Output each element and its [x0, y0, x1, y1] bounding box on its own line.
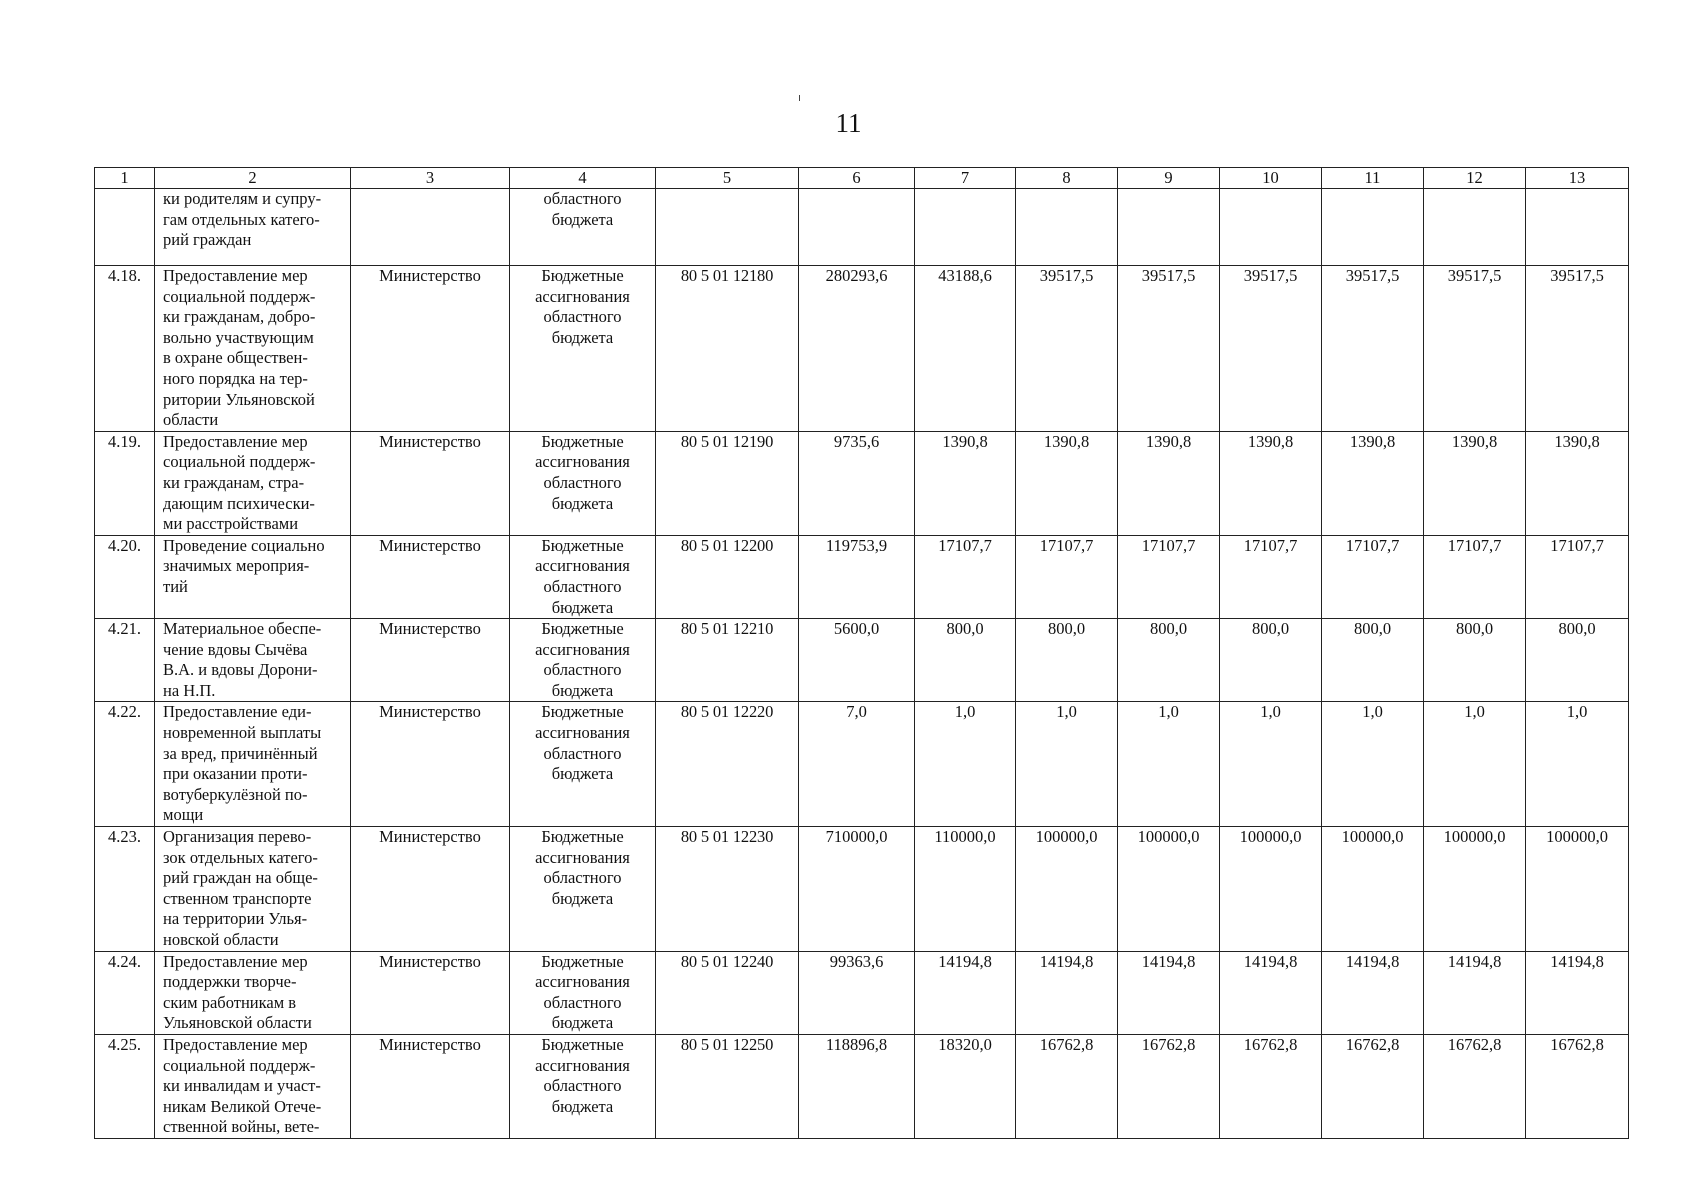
amount-cell: 118896,8	[799, 1034, 915, 1138]
executor: Министерство	[351, 827, 510, 952]
amount-cell: 1,0	[915, 702, 1016, 827]
amount-cell: 16762,8	[1118, 1034, 1220, 1138]
amount-cell	[1322, 189, 1424, 266]
amount-cell: 800,0	[1424, 619, 1526, 702]
amount-cell: 800,0	[1322, 619, 1424, 702]
row-number: 4.22.	[95, 702, 155, 827]
funding-source-line: Бюджетные	[541, 266, 624, 285]
table-row	[95, 535, 1629, 618]
measure-description	[155, 951, 351, 1034]
amount-cell: 100000,0	[1016, 827, 1118, 952]
amount-cell: 39517,5	[1118, 266, 1220, 432]
funding-source-line: областного	[543, 992, 622, 1012]
amount-cell: 17107,7	[915, 535, 1016, 618]
amount-cell: 1,0	[1526, 702, 1629, 827]
measure-description-line: дающим психически-	[163, 493, 315, 513]
funding-source-line: областного	[543, 743, 622, 763]
measure-description-line: мощи	[163, 805, 204, 825]
column-header: 10	[1220, 168, 1322, 189]
measure-description-line: ки гражданам, стра-	[163, 472, 305, 492]
amount-cell: 17107,7	[1016, 535, 1118, 618]
measure-description-line: ки гражданам, добро-	[163, 307, 316, 327]
funding-source	[510, 951, 656, 1034]
funding-source-line: областного	[543, 660, 622, 680]
funding-source	[510, 1034, 656, 1138]
funding-source	[510, 535, 656, 618]
executor: Министерство	[351, 951, 510, 1034]
table-row	[95, 266, 1629, 432]
funding-source-line: ассигнования	[535, 556, 630, 576]
table-row	[95, 951, 1629, 1034]
amount-cell: 119753,9	[799, 535, 915, 618]
amount-cell: 800,0	[1220, 619, 1322, 702]
measure-description-line: В.А. и вдовы Дорони-	[163, 660, 318, 680]
amount-cell: 1,0	[1424, 702, 1526, 827]
amount-cell: 1390,8	[1322, 431, 1424, 535]
measure-description-line: в охране обществен-	[163, 348, 308, 368]
amount-cell: 710000,0	[799, 827, 915, 952]
budget-code: 80 5 01 12190	[656, 431, 799, 535]
budget-code: 80 5 01 12240	[656, 951, 799, 1034]
amount-cell: 16762,8	[1526, 1034, 1629, 1138]
measure-description-line: рий граждан	[163, 230, 252, 250]
table-row	[95, 1034, 1629, 1138]
funding-source-line: ассигнования	[535, 1055, 630, 1075]
amount-cell: 800,0	[1118, 619, 1220, 702]
amount-cell: 39517,5	[1322, 266, 1424, 432]
amount-cell: 17107,7	[1118, 535, 1220, 618]
amount-cell: 14194,8	[1424, 951, 1526, 1034]
amount-cell: 1390,8	[1526, 431, 1629, 535]
funding-source-line: бюджета	[551, 1013, 614, 1033]
amount-cell: 17107,7	[1322, 535, 1424, 618]
measure-description-line: социальной поддерж-	[163, 1055, 316, 1075]
measure-description	[155, 702, 351, 827]
column-header: 11	[1322, 168, 1424, 189]
budget-code: 80 5 01 12220	[656, 702, 799, 827]
amount-cell: 9735,6	[799, 431, 915, 535]
measure-description-line: Предоставление еди-	[163, 702, 312, 722]
funding-source-line: бюджета	[551, 209, 614, 229]
measure-description	[155, 189, 351, 266]
table-row	[95, 431, 1629, 535]
header-row	[95, 168, 1629, 189]
table-row	[95, 827, 1629, 952]
row-number: 4.21.	[95, 619, 155, 702]
column-header: 9	[1118, 168, 1220, 189]
column-header: 12	[1424, 168, 1526, 189]
amount-cell: 14194,8	[1526, 951, 1629, 1034]
amount-cell: 1,0	[1322, 702, 1424, 827]
amount-cell: 16762,8	[1322, 1034, 1424, 1138]
amount-cell: 1,0	[1016, 702, 1118, 827]
executor: Министерство	[351, 266, 510, 432]
measure-description-line: ритории Ульяновской	[163, 389, 315, 409]
measure-description	[155, 535, 351, 618]
row-number	[95, 189, 155, 266]
measure-description-line: Ульяновской области	[163, 1013, 312, 1033]
funding-source-line: бюджета	[551, 597, 614, 617]
budget-code: 80 5 01 12210	[656, 619, 799, 702]
funding-source	[510, 189, 656, 266]
amount-cell: 1390,8	[1220, 431, 1322, 535]
amount-cell: 16762,8	[1016, 1034, 1118, 1138]
amount-cell	[1424, 189, 1526, 266]
funding-source-line: областного	[543, 576, 622, 596]
amount-cell: 800,0	[1526, 619, 1629, 702]
funding-source-line: Бюджетные	[541, 951, 624, 971]
row-number: 4.23.	[95, 827, 155, 952]
funding-source-line: областного	[543, 472, 622, 492]
table-body	[95, 189, 1629, 1139]
budget-code	[656, 189, 799, 266]
budget-code: 80 5 01 12250	[656, 1034, 799, 1138]
row-number: 4.20.	[95, 535, 155, 618]
measure-description	[155, 431, 351, 535]
measure-description-line: Предоставление мер	[163, 431, 308, 451]
amount-cell: 14194,8	[1118, 951, 1220, 1034]
measure-description-line: рий граждан на обще-	[163, 868, 318, 888]
executor: Министерство	[351, 535, 510, 618]
measure-description-line: ми расстройствами	[163, 514, 299, 534]
amount-cell	[1526, 189, 1629, 266]
column-header: 2	[155, 168, 351, 189]
funding-source	[510, 266, 656, 432]
funding-source-line: Бюджетные	[541, 535, 624, 555]
amount-cell: 1390,8	[1016, 431, 1118, 535]
row-number: 4.25.	[95, 1034, 155, 1138]
measure-description-line: Предоставление мер	[163, 1034, 308, 1054]
executor: Министерство	[351, 1034, 510, 1138]
funding-source-line: ассигнования	[535, 639, 630, 659]
measure-description-line: новременной выплаты	[163, 723, 322, 743]
amount-cell: 1390,8	[1118, 431, 1220, 535]
amount-cell: 17107,7	[1526, 535, 1629, 618]
funding-source-line: ассигнования	[535, 847, 630, 867]
measure-description	[155, 619, 351, 702]
amount-cell: 800,0	[1016, 619, 1118, 702]
measure-description-line: ственном транспорте	[163, 888, 312, 908]
funding-source-line: ассигнования	[535, 972, 630, 992]
funding-source-line: Бюджетные	[541, 1034, 624, 1054]
amount-cell: 100000,0	[1220, 827, 1322, 952]
row-number: 4.18.	[95, 266, 155, 432]
measure-description-line: поддержки творче-	[163, 972, 297, 992]
amount-cell: 39517,5	[1526, 266, 1629, 432]
measure-description-line: на Н.П.	[163, 680, 216, 700]
measure-description-line: значимых мероприя-	[163, 556, 310, 576]
column-header: 8	[1016, 168, 1118, 189]
amount-cell	[799, 189, 915, 266]
measure-description-line: ки родителям и супру-	[163, 189, 322, 208]
funding-source-line: Бюджетные	[541, 702, 624, 722]
amount-cell: 100000,0	[1118, 827, 1220, 952]
column-header: 6	[799, 168, 915, 189]
measure-description-line: вотуберкулёзной по-	[163, 784, 308, 804]
amount-cell: 100000,0	[1526, 827, 1629, 952]
measure-description-line: зок отдельных катего-	[163, 847, 318, 867]
column-header: 4	[510, 168, 656, 189]
amount-cell: 5600,0	[799, 619, 915, 702]
funding-source-line: бюджета	[551, 493, 614, 513]
funding-source-line: областного	[543, 307, 622, 327]
measure-description-line: Предоставление мер	[163, 266, 308, 285]
budget-table	[94, 167, 1629, 1139]
amount-cell: 16762,8	[1424, 1034, 1526, 1138]
budget-code: 80 5 01 12180	[656, 266, 799, 432]
funding-source-line: бюджета	[551, 888, 614, 908]
amount-cell: 14194,8	[1322, 951, 1424, 1034]
measure-description-line: гам отдельных катего-	[163, 209, 320, 229]
amount-cell	[1016, 189, 1118, 266]
amount-cell: 1390,8	[915, 431, 1016, 535]
measure-description-line: Организация перево-	[163, 827, 312, 847]
table-row	[95, 702, 1629, 827]
amount-cell: 17107,7	[1424, 535, 1526, 618]
column-header: 3	[351, 168, 510, 189]
measure-description	[155, 266, 351, 432]
measure-description-line: тий	[163, 576, 188, 596]
funding-source-line: бюджета	[551, 680, 614, 700]
funding-source-line: Бюджетные	[541, 431, 624, 451]
measure-description-line: на территории Улья-	[163, 909, 308, 929]
amount-cell: 1390,8	[1424, 431, 1526, 535]
measure-description-line: при оказании проти-	[163, 764, 308, 784]
amount-cell: 39517,5	[1220, 266, 1322, 432]
measure-description-line: вольно участвующим	[163, 327, 314, 347]
row-number: 4.24.	[95, 951, 155, 1034]
page-number: 11	[835, 108, 862, 138]
amount-cell: 100000,0	[1322, 827, 1424, 952]
funding-source-line: бюджета	[551, 764, 614, 784]
amount-cell: 1,0	[1118, 702, 1220, 827]
funding-source-line: бюджета	[551, 1096, 614, 1116]
amount-cell: 99363,6	[799, 951, 915, 1034]
amount-cell: 280293,6	[799, 266, 915, 432]
measure-description	[155, 1034, 351, 1138]
table-row	[95, 189, 1629, 266]
column-header: 1	[95, 168, 155, 189]
column-header: 13	[1526, 168, 1629, 189]
amount-cell: 100000,0	[1424, 827, 1526, 952]
funding-source-line: ассигнования	[535, 723, 630, 743]
measure-description-line: ного порядка на тер-	[163, 368, 308, 388]
measure-description-line: никам Великой Отече-	[163, 1096, 322, 1116]
amount-cell: 800,0	[915, 619, 1016, 702]
amount-cell: 16762,8	[1220, 1034, 1322, 1138]
executor	[351, 189, 510, 266]
measure-description-line: чение вдовы Сычёва	[163, 639, 308, 659]
funding-source-line: ассигнования	[535, 452, 630, 472]
funding-source	[510, 619, 656, 702]
measure-description-line: социальной поддерж-	[163, 286, 316, 306]
page-mark	[799, 95, 800, 101]
measure-description-line: социальной поддерж-	[163, 452, 316, 472]
amount-cell: 14194,8	[1016, 951, 1118, 1034]
measure-description-line: Материальное обеспе-	[163, 619, 322, 639]
measure-description-line: ки инвалидам и участ-	[163, 1076, 321, 1096]
funding-source	[510, 702, 656, 827]
measure-description-line: за вред, причинённый	[163, 743, 318, 763]
measure-description-line: области	[163, 410, 219, 430]
amount-cell: 7,0	[799, 702, 915, 827]
table-row	[95, 619, 1629, 702]
executor: Министерство	[351, 702, 510, 827]
funding-source-line: ассигнования	[535, 286, 630, 306]
funding-source	[510, 431, 656, 535]
executor: Министерство	[351, 619, 510, 702]
budget-code: 80 5 01 12230	[656, 827, 799, 952]
amount-cell: 1,0	[1220, 702, 1322, 827]
column-header: 7	[915, 168, 1016, 189]
funding-source-line: областного	[543, 1076, 622, 1096]
amount-cell: 17107,7	[1220, 535, 1322, 618]
funding-source-line: областного	[543, 868, 622, 888]
measure-description-line: ственной войны, вете-	[163, 1117, 320, 1137]
column-header: 5	[656, 168, 799, 189]
amount-cell	[1118, 189, 1220, 266]
measure-description-line: новской области	[163, 930, 279, 949]
executor: Министерство	[351, 431, 510, 535]
amount-cell: 14194,8	[1220, 951, 1322, 1034]
measure-description	[155, 827, 351, 952]
funding-source-line: Бюджетные	[541, 619, 624, 639]
funding-source-line: бюджета	[551, 327, 614, 347]
amount-cell: 39517,5	[1016, 266, 1118, 432]
amount-cell	[915, 189, 1016, 266]
funding-source	[510, 827, 656, 952]
amount-cell: 18320,0	[915, 1034, 1016, 1138]
measure-description-line: ским работникам в	[163, 992, 297, 1012]
budget-code: 80 5 01 12200	[656, 535, 799, 618]
amount-cell	[1220, 189, 1322, 266]
funding-source-line: Бюджетные	[541, 827, 624, 847]
funding-source-line: областного	[543, 189, 622, 208]
amount-cell: 110000,0	[915, 827, 1016, 952]
amount-cell: 39517,5	[1424, 266, 1526, 432]
measure-description-line: Предоставление мер	[163, 951, 308, 971]
amount-cell: 14194,8	[915, 951, 1016, 1034]
row-number: 4.19.	[95, 431, 155, 535]
measure-description-line: Проведение социально	[163, 535, 325, 555]
amount-cell: 43188,6	[915, 266, 1016, 432]
